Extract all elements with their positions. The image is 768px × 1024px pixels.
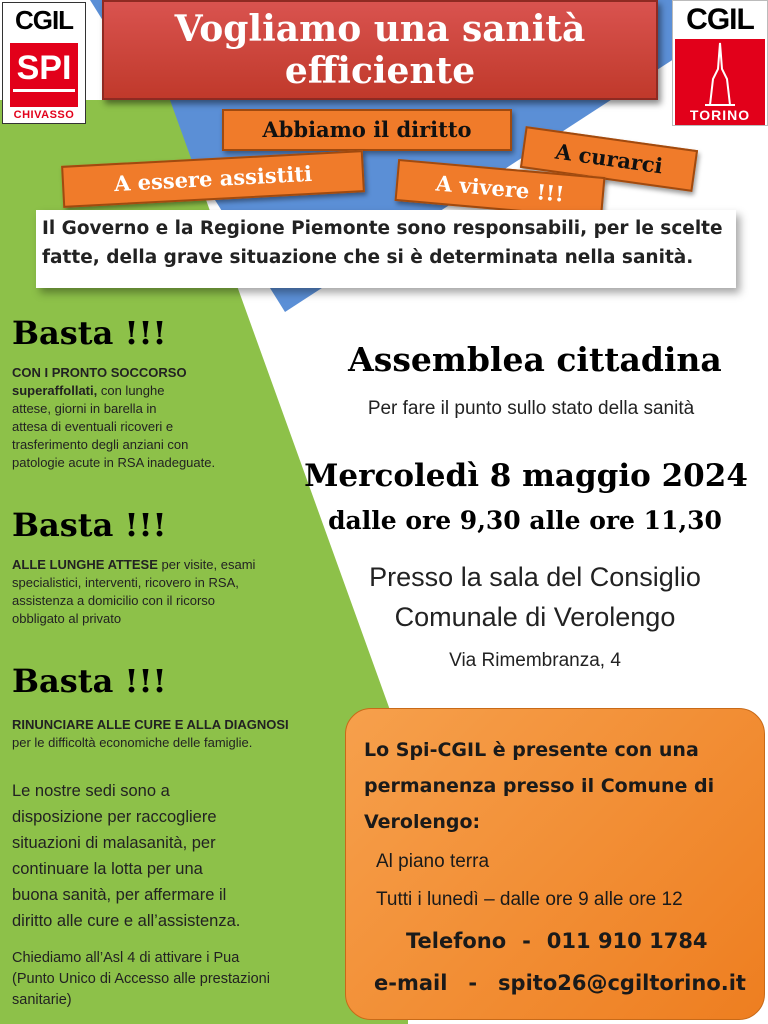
cgil-torino-logo	[672, 0, 768, 126]
tag-assistiti: A essere assistiti	[61, 150, 365, 208]
event-venue-1: Presso la sala del Consiglio	[369, 562, 701, 592]
basta-heading-1: Basta !!!	[12, 314, 167, 352]
presence-floor: Al piano terra	[376, 851, 490, 872]
pua-paragraph: Chiediamo all’Asl 4 di attivare i Pua (Punto Unico di Accesso alle prestazioni sanitarie)	[12, 950, 270, 1008]
basta-text-1: CON I PRONTO SOCCORSO superaffollati, con lunghe attese, giorni in barella in attesa di eventuali ricoveri e trasferimento degli anziani con patologie acute in RSA inadeguate.	[12, 365, 216, 470]
sedi-paragraph: Le nostre sedi sono a disposizione per raccogliere situazioni di malasanità, per continuare la lotta per una buona sanità, per affermare il diritto alle cure e all’assistenza.	[12, 782, 241, 930]
tag-curarci: A curarci	[520, 126, 698, 192]
phone-number[interactable]: 011 910 1784	[546, 929, 708, 953]
email-row: e-mail - spito26@cgiltorino.it	[374, 971, 746, 995]
tag-vivere: A vivere !!!	[395, 159, 606, 219]
basta-heading-3: Basta !!!	[12, 662, 167, 700]
event-time: dalle ore 9,30 alle ore 11,30	[328, 506, 722, 535]
presence-box: Lo Spi-CGIL è presente con una permanenza presso il Comune di Verolengo: Al piano terra Tutti i lunedì – dalle ore 9 alle ore 12 Telefono - 011 910 1784 e-mail - spito26@cgiltorino.it	[345, 708, 765, 1020]
event-venue-2: Comunale di Verolengo	[394, 602, 676, 632]
basta-heading-2: Basta !!!	[12, 506, 167, 544]
logo-cgil-torino-text: CGIL	[686, 3, 754, 36]
logo-chivasso-text: CHIVASSO	[13, 109, 75, 121]
spi-chivasso-logo	[2, 2, 86, 124]
phone-row: Telefono - 011 910 1784	[406, 929, 708, 953]
event-title: Assemblea cittadina	[348, 340, 722, 379]
logo-torino-text: TORINO	[689, 107, 751, 123]
event-date: Mercoledì 8 maggio 2024	[304, 458, 748, 494]
logo-cgil-text: CGIL	[14, 5, 74, 35]
tag-diritto: Abbiamo il diritto	[222, 109, 512, 151]
presence-hours: Tutti i lunedì – dalle ore 9 alle ore 12	[376, 889, 683, 910]
basta-text-2: ALLE LUNGHE ATTESE per visite, esami specialistici, interventi, ricovero in RSA, assistenza a domicilio con il ricorso obbligato al privato	[12, 557, 256, 626]
event-address: Via Rimembranza, 4	[449, 650, 621, 671]
logo-spi-text: SPI	[16, 49, 72, 87]
email-link[interactable]: spito26@cgiltorino.it	[498, 971, 746, 995]
page-title: Vogliamo una sanità efficiente	[102, 0, 658, 100]
basta-text-3: RINUNCIARE ALLE CURE E ALLA DIAGNOSI per le difficoltà economiche delle famiglie.	[12, 717, 289, 750]
event-subtitle: Per fare il punto sullo stato della sanità	[367, 398, 695, 419]
government-statement: Il Governo e la Regione Piemonte sono responsabili, per le scelte fatte, della grave situazione che si è determinata nella sanità.	[36, 210, 736, 288]
